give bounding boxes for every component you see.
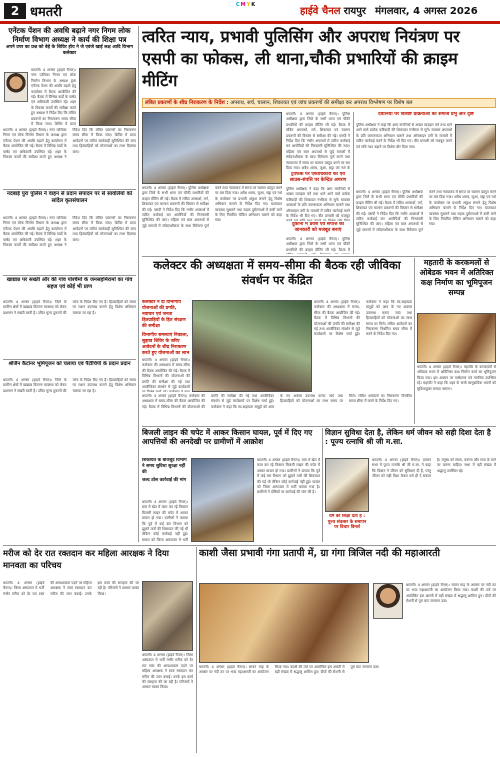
collector-bullet-2: विभागीय समस्याएं निकाला, सुझाव शिविर के जरिए आवेदनों के शीघ्र निराकरण करते हुए योजनाओं का लाभ	[142, 333, 190, 356]
bottom-left-body-b: धमतरी। 4 अगस्त (हाइवे चैनल)। जिला अस्पताल में भर्ती गंभीर मरीज को देर रात रक्त की आवश्यकता पड़ने पर महिला आरक्षक ने स्वयं रक्तदान कर मरीज की जान बचाई। उनके इस कार्य की सराहना की जा रही है। परिजनों ने आभार व्यक्त किया।	[142, 653, 193, 690]
main-right-head-block	[356, 112, 496, 122]
collector-meeting-photo	[192, 300, 312, 392]
divider	[142, 256, 496, 257]
left-small-headline: श्रीजैन कैंटोनर भूमिपूजन को चलाया एवं पैंटीचिपी के प्रदान प्रदान	[8, 361, 131, 367]
collector-right-headline-block	[417, 258, 496, 312]
lower-left-headline-block	[142, 428, 320, 456]
page-number: 2	[4, 3, 26, 19]
left-small-body: धमतरी। 4 अगस्त (हाइवे चैनल)। जिले के ग्रामीण क्षेत्रों में खाद्यान्न वितरण व्यवस्था को लेकर प्रशासन ने सख्ती बरती है। उचित मूल्य दुकानों की जांच के निर्देश दिए गए हैं। हितग्राहियों को समय पर राशन उपलब्ध कराने हेतु विशेष अभियान चलाया जा रहा है।	[3, 378, 136, 393]
left-mid-body: धमतरी। 4 अगस्त (हाइवे चैनल)। नगर पालिका निगम एवं लोक निर्माण विभाग के अध्यक्ष द्वारा एनेंटक पेंशन की अवधि बढ़ाने हेतु कार्यालय में बैठक आयोजित की गई। बैठक में विभिन्न वार्डों के पार्षद एवं अधिकारी उपस्थित रहे। शहर के विकास कार्यों की समीक्षा करते हुए अध्यक्ष ने निर्देश दिए कि लंबित प्रकरणों का निराकरण समय सीमा में किया जाए। शिविर में प्राप्त आवेदनों पर त्वरित कार्यवाही सुनिश्चित की जाए तथा हितग्राहियों को योजनाओं का लाभ दिलाया जाए।	[3, 216, 136, 248]
meeting-photo-left	[79, 68, 136, 126]
injured-farmer-photo	[191, 458, 254, 542]
main-body-col3: धमतरी। 4 अगस्त (हाइवे चैनल)। पुलिस अधीक्षक द्वारा जिले के सभी थाना एवं चौकी प्रभारियों की क्राइम मीटिंग ली गई। बैठक में	[286, 237, 350, 252]
divider	[3, 189, 136, 190]
page-header	[0, 0, 500, 22]
priest-photo	[373, 583, 403, 619]
lower-left-bullets	[142, 458, 188, 498]
left-top-body-b: धमतरी। 4 अगस्त (हाइवे चैनल)। नगर पालिका निगम एवं लोक निर्माण विभाग के अध्यक्ष द्वारा एनेंटक पेंशन की अवधि बढ़ाने हेतु कार्यालय में बैठक आयोजित की गई। बैठक में विभिन्न वार्डों के पार्षद एवं अधिकारी उपस्थित रहे। शहर के विकास कार्यों की समीक्षा करते हुए अध्यक्ष ने निर्देश दिए कि लंबित प्रकरणों का निराकरण समय सीमा में किया जाए। शिविर में प्राप्त आवेदनों पर त्वरित कार्यवाही सुनिश्चित की जाए तथा हितग्राहियों को योजनाओं का लाभ दिलाया जाए।	[3, 128, 136, 160]
collector-right-body: धमतरी। 4 अगस्त (हाइवे चैनल)। महापौर के करकमलों से ओबेडक भवन में अतिरिक्त कक्ष निर्माण कार्य का भूमिपूजन किया गया। इस अवसर पर पार्षदगण एवं नागरिक उपस्थित रहे। महापौर ने कहा कि शहर के सभी सामुदायिक भवनों को सुविधायुक्त बनाया जाएगा।	[417, 365, 496, 391]
lower-right-side-head: धर्म की शिक्षा देता है : पूज्य संवत्सर के समापन पर विचार विमर्श	[327, 514, 367, 531]
lower-right-headline: विज्ञान सुविधा देता है, लेकिन धर्म जीवन को सही दिशा देता है : पूज्य रत्नाधि श्री जी म.सा.	[325, 428, 491, 447]
main-sub2-block	[286, 222, 350, 236]
bottom-left-headline: मरीज को देर रात रक्तदान कर महिला आरक्षक ने दिया मानवता का परिचय	[3, 548, 169, 570]
crime-meeting-photo	[142, 112, 282, 184]
main-sub1: ट्राफिक पर एकाधिकारी को एवं साउस-संपत्ति पर केन्द्रित अमरण	[289, 172, 347, 183]
column-rule	[322, 428, 323, 542]
column-rule	[414, 258, 415, 424]
main-kicker-line	[145, 99, 495, 108]
main-story-headline-block	[142, 26, 496, 96]
main-body-col: धमतरी। 4 अगस्त (हाइवे चैनल)। पुलिस अधीक्षक द्वारा जिले के सभी थाना एवं चौकी प्रभारियों की क्राइम मीटिंग ली गई। बैठक में लंबित अपराधों, मर्ग, शिकायत एवं चालान प्रकरणों की विस्तार से समीक्षा की गई। एसपी ने निर्देश दिए कि गंभीर अपराधों में त्वरित कार्रवाई कर आरोपियों की गिरफ्तारी सुनिश्चित की जाए। महिला एवं बाल अपराधों से जुड़े मामलों में संवेदनशीलता के साथ विवेचना पूर्ण करने तथा न्यायालय में समय पर चालान प्रस्तुत करने पर बल दिया गया। अवैध शराब, जुआ, सट्टा एवं नशे के	[286, 112, 350, 170]
left-bot-headline: खाद्यान्न पर सख्ती और की गांव पश्चिमों के जनसहमिरामों का गांव सहज एवं कोई भी प्राण	[6, 277, 133, 290]
maha-aarti-photo	[199, 583, 369, 663]
divider	[142, 426, 496, 427]
cmyk-k: K	[251, 2, 256, 8]
left-mid-block	[3, 191, 136, 215]
main-kicker: लंबित प्रकरणों के शीघ्र निराकरण के निर्देश :	[145, 100, 229, 106]
left-small-block	[3, 361, 136, 377]
collector-body-side: धमतरी। 4 अगस्त (हाइवे चैनल)। कलेक्टर की अध्यक्षता में समय-सीमा की बैठक आयोजित की गई। बैठक में विभिन्न विभागों की योजनाओं की प्रगति की समीक्षा की गई तथा आजीविका संवर्धन से जुड़े कार्यक्रमों	[142, 358, 190, 390]
left-bot-block	[3, 277, 136, 299]
lower-left-bullet-2: जल्द ठोस कार्रवाई की मांग	[142, 478, 187, 483]
bottom-right-headline-block	[199, 547, 496, 581]
masthead	[300, 3, 478, 17]
bottom-right-body-b: धमतरी। 4 अगस्त (हाइवे चैनल)। सावन माह के अवसर पर नदी तट पर भव्य महाआरती का आयोजन किया गया। काशी की तर्ज पर आयोजित इस आरती में बड़ी संख्या में श्रद्धालु शामिल हुए। दीपों की रोशनी से पूरा घाट जगमगा उठा।	[199, 665, 380, 675]
city: रायपुर	[343, 6, 366, 17]
section-title: धमतरी	[30, 5, 62, 20]
divider	[3, 275, 136, 276]
blood-donation-photo	[142, 581, 193, 651]
left-top-subhead: अपने उपर का प्रश्न को बेहे के शिविर होय ने जे एवंजे खाई लक्ष आदि विभाग कलेक्टर	[6, 45, 133, 56]
divider	[3, 359, 136, 360]
main-sub2: दुकानों में प्रवेश एवं संपत्ति की जानकारी को मजबूत बनाएं	[291, 222, 345, 233]
divider	[3, 545, 496, 546]
left-top-headline: एनेंटक पेंशन की अवधि बढ़ाने नगर निगम लोक निर्माण विभाग अध्यक्ष ने कार्य की शिक्षा पत्र	[8, 26, 131, 44]
lower-left-headline: बिजली लाइन की चपेट में आकर किसान घायल, पूर्व में दिए गए आपत्तियों की अनदेखी पर ग्रामीणों में आक्रोश	[142, 428, 313, 447]
left-mid-headline: नदबाई पुरा पुलिस ने वाहन से प्रदान संपादन पर से सावलियों को सांदेल कृतसंचालन	[6, 191, 133, 204]
left-bot-body: धमतरी। 4 अगस्त (हाइवे चैनल)। जिले के ग्रामीण क्षेत्रों में खाद्यान्न वितरण व्यवस्था को लेकर प्रशासन ने सख्ती बरती है। उचित मूल्य दुकानों की जांच के निर्देश दिए गए हैं। हितग्राहियों को समय पर राशन उपलब्ध कराने हेतु विशेष अभियान चलाया जा रहा है।	[3, 300, 136, 315]
main-kicker-rest: अपराध, सर्च, चालान, शिकायत एवं जांच प्रकरणों की समीक्षा कर अपराध विश्लेषण पर विशेष बल	[230, 100, 413, 106]
column-rule	[353, 112, 354, 254]
cmyk-marks	[236, 2, 256, 8]
sadhvi-photo	[325, 458, 369, 512]
main-body-lower: धमतरी। 4 अगस्त (हाइवे चैनल)। पुलिस अधीक्षक द्वारा जिले के सभी थाना एवं चौकी प्रभारियों की क्राइम मीटिंग ली गई। बैठक में लंबित अपराधों, मर्ग, शिकायत एवं चालान प्रकरणों की विस्तार से समीक्षा की गई। एसपी ने निर्देश दिए कि गंभीर अपराधों में त्वरित कार्रवाई कर आरोपियों की गिरफ्तारी सुनिश्चित की जाए। महिला एवं बाल अपराधों से जुड़े मामलों में संवेदनशीलता के साथ विवेचना पूर्ण करने तथा न्यायालय में समय पर चालान प्रस्तुत करने पर बल दिया गया। अवैध शराब, जुआ, सट्टा एवं नशे के कारोबार पर प्रभावी अंकुश लगाने हेतु विशेष अभियान चलाने के निर्देश दिए गए। यातायात व्यवस्था सुधारने तथा सड़क दुर्घटनाओं में कमी लाने के लिए नियमित चेकिंग अभियान चलाने को कहा गया।	[142, 186, 282, 228]
collector-bullet-1: कलेक्टर ने दी विभागीय योजनाओं की प्रगति, नवाचार एवं जनता हितग्राहियों के हित संरक्षण की समीक्षा	[142, 300, 186, 329]
reporter-photo	[4, 72, 28, 102]
lower-left-bullet-1: शिकायत के बावजूद विभाग ने समय सुविधा सुरक्षा नहीं की	[142, 458, 187, 475]
header-rule	[0, 21, 500, 24]
left-top-headline-block	[3, 26, 136, 64]
lower-left-body-a: धमतरी। 4 अगस्त (हाइवे चैनल)। ग्राम में खेत में काम कर रहे किसान बिजली लाइन की चपेट में आकर घायल हो गया। ग्रामीणों ने बताया कि पूर्व में कई बार विभाग को झूलते तारों की शिकायत की गई थी लेकिन कोई कार्रवाई नहीं हुई। घायल को जिला अस्पताल में भर्ती	[142, 500, 188, 542]
bottom-left-headline-block	[3, 547, 193, 579]
left-top-body-a: धमतरी। 4 अगस्त (हाइवे चैनल)। नगर पालिका निगम एवं लोक निर्माण विभाग के अध्यक्ष द्वारा एनेंटक पेंशन की अवधि बढ़ाने हेतु कार्यालय में बैठक आयोजित की गई। बैठक में विभिन्न वार्डों के पार्षद एवं अधिकारी उपस्थित रहे। शहर के विकास कार्यों की समीक्षा करते हुए अध्यक्ष ने निर्देश दिए कि लंबित प्रकरणों का निराकरण समय सीमा में किया जाए। शिविर में प्राप्त	[31, 68, 76, 126]
collector-headline-block	[142, 258, 412, 298]
lower-right-side-block	[325, 514, 369, 542]
column-rule	[196, 547, 197, 753]
main-headline: त्वरित न्याय, प्रभावी पुलिसिंग और अपराध नियंत्रण पर एसपी का फोकस, ली थाना,चौकी प्रभारियों की क्राइम मीटिंग	[142, 27, 460, 90]
main-right-body: पुलिस अधीक्षक ने कहा कि आम नागरिकों से अच्छा व्यवहार करें तथा थाने आने वाले प्रत्येक फरियादी की शिकायत गंभीरता से सुनें। सायबर अपराधों के प्रति जागरूकता अभियान चलाने तथा ऑनलाइन ठगी के मामलों में त्वरित कार्रवाई करने के निर्देश भी दिए गए। बीट प्रणाली को मजबूत करने एवं रात्रि गश्त बढ़ाने पर विशेष जोर दिया गया।	[356, 123, 452, 149]
collector-right-headline: महतारी के करकमलों से ओबेडक भवन में अतिरिक्त कक्ष निर्माण का भूमिपूजन सम्पन्न	[419, 258, 494, 297]
brand-name: हाईवे चैनल	[300, 6, 341, 17]
bottom-left-body: धमतरी। 4 अगस्त (हाइवे चैनल)। जिला अस्पताल में भर्ती गंभीर मरीज को देर रात रक्त की आवश्यकता पड़ने पर महिला आरक्षक ने स्वयं रक्तदान कर मरीज की जान बचाई। उनके इस कार्य की सराहना की जा रही है। परिजनों ने आभार व्यक्त किया।	[3, 581, 139, 596]
bhoomipujan-photo	[417, 313, 496, 363]
bottom-right-body-a: धमतरी। 4 अगस्त (हाइवे चैनल)। सावन माह के अवसर पर नदी तट पर भव्य महाआरती का आयोजन किया गया। काशी की तर्ज पर आयोजित इस आरती में बड़ी संख्या में श्रद्धालु शामिल हुए। दीपों की रोशनी से पूरा घाट जगमगा उठा।	[406, 583, 496, 604]
main-right-body2: धमतरी। 4 अगस्त (हाइवे चैनल)। पुलिस अधीक्षक द्वारा जिले के सभी थाना एवं चौकी प्रभारियों की क्राइम मीटिंग ली गई। बैठक में लंबित अपराधों, मर्ग, शिकायत एवं चालान प्रकरणों की विस्तार से समीक्षा की गई। एसपी ने निर्देश दिए कि गंभीर अपराधों में त्वरित कार्रवाई कर आरोपियों की गिरफ्तारी सुनिश्चित की जाए। महिला एवं बाल अपराधों से जुड़े मामलों में संवेदनशीलता के साथ विवेचना पूर्ण करने तथा न्यायालय में समय पर चालान प्रस्तुत करने पर बल दिया गया। अवैध शराब, जुआ, सट्टा एवं नशे के कारोबार पर प्रभावी अंकुश लगाने हेतु विशेष अभियान चलाने के निर्देश दिए गए। यातायात व्यवस्था सुधारने तथा सड़क दुर्घटनाओं में कमी लाने के लिए नियमित चेकिंग अभियान चलाने को कहा गया।	[356, 190, 496, 232]
police-officer-photo	[455, 124, 496, 160]
cmyk-c: C	[236, 2, 240, 8]
collector-bullets	[142, 300, 190, 356]
column-rule	[138, 26, 139, 542]
cmyk-m: M	[240, 2, 246, 8]
bottom-right-headline: काशी जैसा प्रभावी गंगा प्रतापी में, ग्रा गंगा त्रिजिल नदी की महाआरती	[199, 548, 441, 559]
collector-body: धमतरी। 4 अगस्त (हाइवे चैनल)। कलेक्टर की अध्यक्षता में समय-सीमा की बैठक आयोजित की गई। बैठक में विभिन्न विभागों की योजनाओं की प्रगति की समीक्षा की गई तथा आजीविका संवर्धन से जुड़े कार्यक्रमों पर विशेष चर्चा हुई। कलेक्टर ने कहा कि स्व-सहायता समूहों को आय के नए अवसर उपलब्ध कराए जाएं तथा हितग्राहियों को योजनाओं का लाभ समय पर मिले। लंबित आवेदनों का निराकरण निर्धारित समय सीमा में करने के निर्देश दिए गए।	[314, 300, 412, 337]
lower-left-body-b: धमतरी। 4 अगस्त (हाइवे चैनल)। ग्राम में खेत में काम कर रहे किसान बिजली लाइन की चपेट में आकर घायल हो गया। ग्रामीणों ने बताया कि पूर्व में कई बार विभाग को झूलते तारों की शिकायत की गई थी लेकिन कोई कार्रवाई नहीं हुई। घायल को जिला अस्पताल में भर्ती कराया गया है। ग्रामीणों ने दोषियों पर कार्रवाई की मांग की है।	[257, 458, 320, 495]
main-body-col2: पुलिस अधीक्षक ने कहा कि आम नागरिकों से अच्छा व्यवहार करें तथा थाने आने वाले प्रत्येक फरियादी की शिकायत गंभीरता से सुनें। सायबर अपराधों के प्रति जागरूकता अभियान चलाने तथा ऑनलाइन ठगी के मामलों में त्वरित कार्रवाई करने के निर्देश भी दिए गए। बीट प्रणाली को मजबूत	[286, 187, 350, 219]
lower-right-headline-block	[325, 428, 496, 456]
main-sub1-block	[286, 172, 350, 186]
main-right-head: दवानियों पर विशिष्ट प्रक्रियाओं को समाज प्रभु और दृष्टि	[378, 112, 474, 117]
issue-date: मंगलवार, 4 अगस्त 2026	[375, 6, 478, 17]
collector-body-lower: धमतरी। 4 अगस्त (हाइवे चैनल)। कलेक्टर की अध्यक्षता में समय-सीमा की बैठक आयोजित की गई। बैठक में विभिन्न विभागों की योजनाओं की प्रगति की समीक्षा की गई तथा आजीविका संवर्धन से जुड़े कार्यक्रमों पर विशेष चर्चा हुई। कलेक्टर ने कहा कि स्व-सहायता समूहों को आय के नए अवसर उपलब्ध कराए जाएं तथा हितग्राहियों को योजनाओं का लाभ समय पर मिले। लंबित आवेदनों का निराकरण निर्धारित समय सीमा में करने के निर्देश दिए गए।	[142, 394, 412, 409]
collector-headline: कलेक्टर की अध्यक्षता में समय–सीमा की बैठक रही जीविका संवर्धन पर केंद्रित	[153, 258, 401, 287]
lower-right-body: धमतरी। 4 अगस्त (हाइवे चैनल)। प्रवचन सभा में पूज्य रत्नाधि श्री जी म.सा. ने कहा कि विज्ञान ने जीवन को सुविधाएं दी हैं, परंतु जीवन को सही दिशा केवल धर्म ही दे सकता है। मनुष्य को संयम, करुणा और सत्य के मार्ग पर चलना चाहिए। सभा में बड़ी संख्या में श्रद्धालु उपस्थित रहे।	[372, 458, 496, 479]
cmyk-y: Y	[246, 2, 251, 8]
